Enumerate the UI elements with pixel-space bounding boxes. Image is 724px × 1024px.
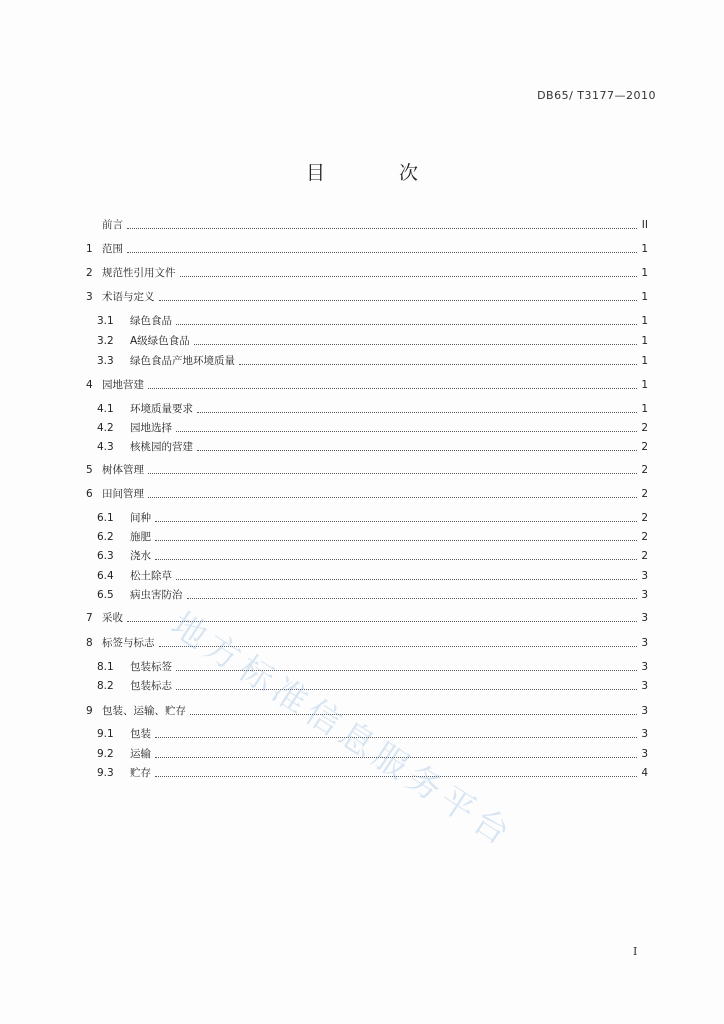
toc-entry-page: 1 bbox=[641, 267, 648, 279]
toc-entry-number: 6 bbox=[86, 488, 93, 500]
toc-entry-page: II bbox=[641, 219, 648, 231]
dot-leader bbox=[127, 252, 637, 253]
toc-entry-label: 绿色食品 bbox=[130, 315, 172, 327]
toc-entry-label: 规范性引用文件 bbox=[102, 267, 176, 279]
toc-entry bbox=[86, 677, 648, 693]
dot-leader bbox=[155, 559, 637, 560]
toc-entry bbox=[86, 264, 648, 280]
toc-entry-number: 3.2 bbox=[97, 335, 114, 347]
toc-entry bbox=[86, 240, 648, 256]
toc-entry-number: 4 bbox=[86, 379, 93, 391]
toc-entry-page: 2 bbox=[641, 464, 648, 476]
dot-leader bbox=[176, 579, 637, 580]
toc-entry-number: 2 bbox=[86, 267, 93, 279]
toc-entry-label: 贮存 bbox=[130, 767, 151, 779]
toc-entry-page: 3 bbox=[641, 748, 648, 760]
toc-entry-label: 施肥 bbox=[130, 531, 151, 543]
toc-entry-page: 3 bbox=[641, 705, 648, 717]
toc-entry-number: 3.3 bbox=[97, 355, 114, 367]
toc-entry-label: 树体管理 bbox=[102, 464, 144, 476]
toc-entry-number: 6.4 bbox=[97, 570, 114, 582]
dot-leader bbox=[176, 670, 637, 671]
page-title: 目 次 bbox=[305, 162, 453, 184]
dot-leader bbox=[155, 540, 637, 541]
toc-entry-number: 1 bbox=[86, 243, 93, 255]
toc-entry-label: 包装 bbox=[130, 728, 151, 740]
toc-entry-number: 3 bbox=[86, 291, 93, 303]
dot-leader bbox=[176, 324, 637, 325]
toc-entry-page: 2 bbox=[641, 488, 648, 500]
toc-entry-page: 3 bbox=[641, 570, 648, 582]
toc-entry-number: 8 bbox=[86, 637, 93, 649]
toc-entry-label: 范围 bbox=[102, 243, 123, 255]
toc-entry-label: 术语与定义 bbox=[102, 291, 155, 303]
toc-entry bbox=[86, 216, 648, 232]
toc-entry-label: 病虫害防治 bbox=[130, 589, 183, 601]
toc-entry bbox=[86, 702, 648, 718]
toc-entry-number: 6.2 bbox=[97, 531, 114, 543]
page-number: I bbox=[633, 945, 638, 958]
toc-entry-page: 2 bbox=[641, 441, 648, 453]
toc-entry bbox=[86, 547, 648, 563]
toc-entry-label: 浇水 bbox=[130, 550, 151, 562]
dot-leader bbox=[159, 646, 638, 647]
toc-entry bbox=[86, 528, 648, 544]
toc-entry-number: 4.2 bbox=[97, 422, 114, 434]
toc-entry-page: 2 bbox=[641, 422, 648, 434]
toc-entry-label: 松土除草 bbox=[130, 570, 172, 582]
toc-entry-label: 包装、运输、贮存 bbox=[102, 705, 186, 717]
toc-entry-page: 1 bbox=[641, 355, 648, 367]
dot-leader bbox=[127, 228, 637, 229]
toc-entry-number: 6.5 bbox=[97, 589, 114, 601]
toc-entry bbox=[86, 332, 648, 348]
toc-entry-page: 2 bbox=[641, 512, 648, 524]
toc-entry bbox=[86, 419, 648, 435]
toc-entry-number: 6.1 bbox=[97, 512, 114, 524]
toc-entry-number: 7 bbox=[86, 612, 93, 624]
toc-entry-page: 3 bbox=[641, 589, 648, 601]
toc-entry bbox=[86, 312, 648, 328]
toc-entry-page: 1 bbox=[641, 335, 648, 347]
toc-entry-page: 2 bbox=[641, 550, 648, 562]
toc-entry-number: 8.2 bbox=[97, 680, 114, 692]
toc-entry-number: 4.1 bbox=[97, 403, 114, 415]
toc-entry-label: 包装标签 bbox=[130, 661, 172, 673]
toc-entry bbox=[86, 288, 648, 304]
toc-entry-number: 3.1 bbox=[97, 315, 114, 327]
toc-entry-page: 1 bbox=[641, 403, 648, 415]
dot-leader bbox=[180, 276, 638, 277]
dot-leader bbox=[148, 497, 637, 498]
toc-entry-page: 2 bbox=[641, 531, 648, 543]
toc-entry-label: 前言 bbox=[102, 219, 123, 231]
toc-entry-number: 9.2 bbox=[97, 748, 114, 760]
dot-leader bbox=[194, 344, 637, 345]
dot-leader bbox=[155, 521, 637, 522]
toc-entry bbox=[86, 658, 648, 674]
toc-entry-number: 9.3 bbox=[97, 767, 114, 779]
toc-entry-page: 3 bbox=[641, 661, 648, 673]
toc-entry bbox=[86, 485, 648, 501]
toc-entry-page: 1 bbox=[641, 291, 648, 303]
toc-entry-number: 6.3 bbox=[97, 550, 114, 562]
watermark: 地方标准信息服务平台 bbox=[163, 604, 522, 857]
toc-entry-label: A级绿色食品 bbox=[130, 335, 190, 347]
toc-entry bbox=[86, 376, 648, 392]
toc-entry bbox=[86, 438, 648, 454]
toc-entry-label: 运输 bbox=[130, 748, 151, 760]
toc-entry bbox=[86, 352, 648, 368]
toc-entry-label: 园地选择 bbox=[130, 422, 172, 434]
toc-entry-page: 3 bbox=[641, 612, 648, 624]
toc-entry-number: 4.3 bbox=[97, 441, 114, 453]
dot-leader bbox=[187, 598, 638, 599]
toc-entry-label: 采收 bbox=[102, 612, 123, 624]
toc-entry bbox=[86, 509, 648, 525]
standard-code: DB65/ T3177—2010 bbox=[537, 89, 656, 102]
dot-leader bbox=[155, 776, 637, 777]
dot-leader bbox=[197, 412, 637, 413]
toc-entry bbox=[86, 634, 648, 650]
toc-entry-page: 4 bbox=[641, 767, 648, 779]
toc-entry-number: 5 bbox=[86, 464, 93, 476]
dot-leader bbox=[155, 737, 637, 738]
toc-entry-page: 3 bbox=[641, 680, 648, 692]
toc-entry bbox=[86, 745, 648, 761]
toc-entry-label: 绿色食品产地环境质量 bbox=[130, 355, 235, 367]
dot-leader bbox=[127, 621, 637, 622]
toc-entry-label: 间种 bbox=[130, 512, 151, 524]
toc-entry-label: 园地营建 bbox=[102, 379, 144, 391]
toc-entry bbox=[86, 764, 648, 780]
toc-entry bbox=[86, 586, 648, 602]
toc-entry bbox=[86, 461, 648, 477]
toc-entry-label: 核桃园的营建 bbox=[130, 441, 193, 453]
dot-leader bbox=[155, 757, 637, 758]
dot-leader bbox=[239, 364, 637, 365]
toc-entry-label: 包装标志 bbox=[130, 680, 172, 692]
dot-leader bbox=[197, 450, 637, 451]
toc-entry-label: 田间管理 bbox=[102, 488, 144, 500]
toc-entry bbox=[86, 609, 648, 625]
dot-leader bbox=[176, 689, 637, 690]
toc-entry-page: 1 bbox=[641, 315, 648, 327]
toc-entry-label: 标签与标志 bbox=[102, 637, 155, 649]
toc-entry bbox=[86, 725, 648, 741]
dot-leader bbox=[190, 714, 637, 715]
dot-leader bbox=[159, 300, 638, 301]
dot-leader bbox=[148, 388, 637, 389]
toc-entry bbox=[86, 567, 648, 583]
toc-entry bbox=[86, 400, 648, 416]
toc-entry-page: 3 bbox=[641, 637, 648, 649]
toc-entry-label: 环境质量要求 bbox=[130, 403, 193, 415]
toc-entry-number: 9 bbox=[86, 705, 93, 717]
dot-leader bbox=[148, 473, 637, 474]
toc-entry-page: 3 bbox=[641, 728, 648, 740]
toc-entry-page: 1 bbox=[641, 379, 648, 391]
toc-entry-page: 1 bbox=[641, 243, 648, 255]
toc-entry-number: 8.1 bbox=[97, 661, 114, 673]
toc-entry-number: 9.1 bbox=[97, 728, 114, 740]
dot-leader bbox=[176, 431, 637, 432]
